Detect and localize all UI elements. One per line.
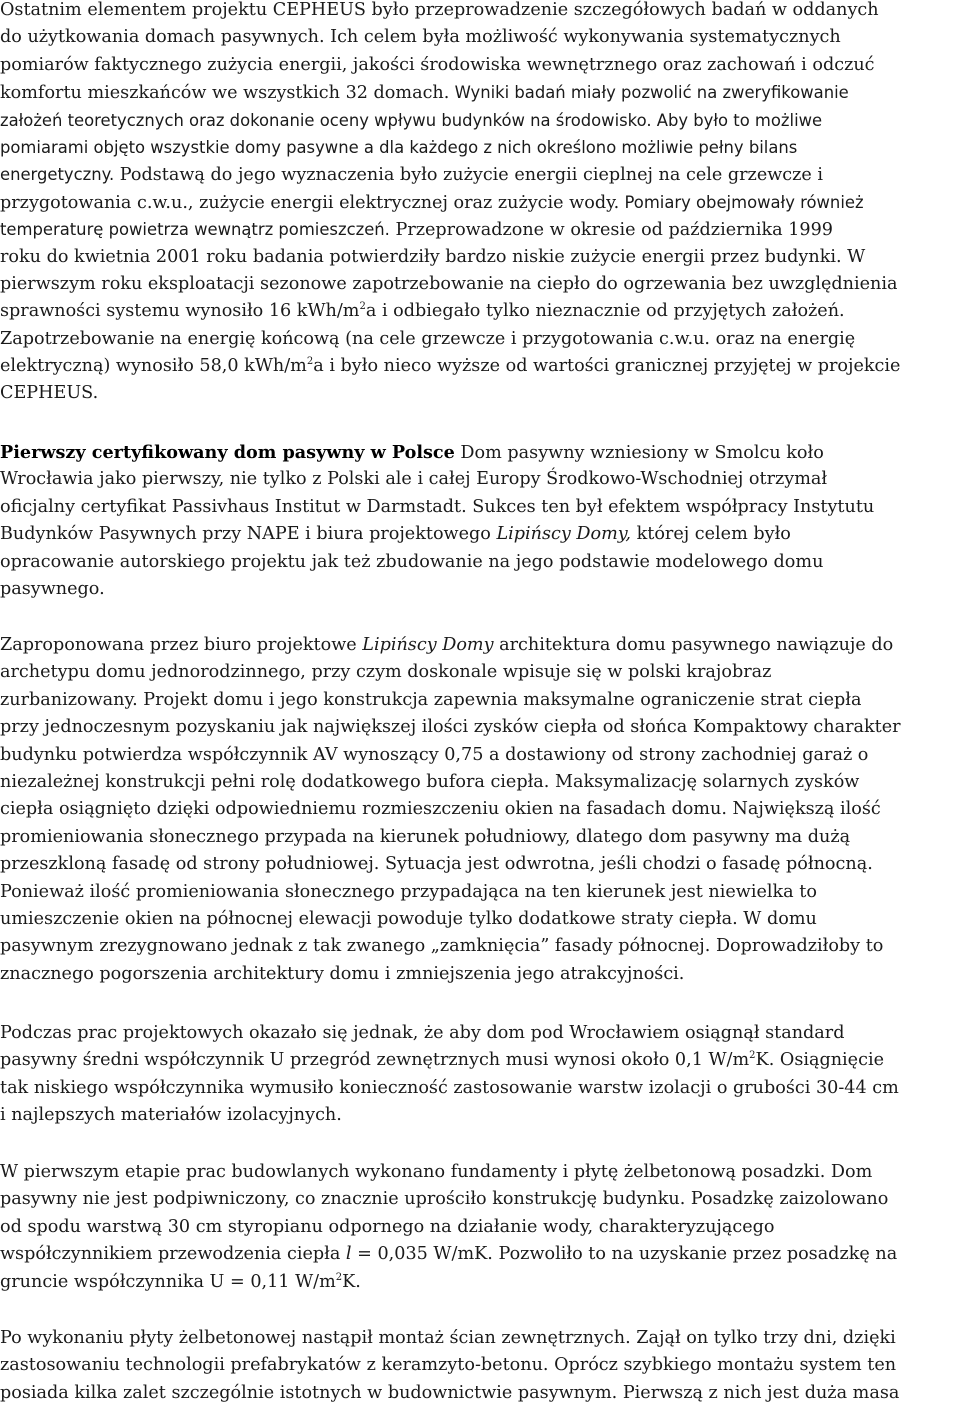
- text-line: W pierwszym etapie prac budowlanych wykonano fundamenty i płytę żelbetonową posadzki. Dom: [0, 1162, 873, 1182]
- text-line: znacznego pogorszenia architektury domu i zmniejszenia jego atrakcyjności.: [0, 963, 685, 984]
- text-line: budynku potwierdza współczynnik AV wynoszący 0,75 a dostawiony od strony zachodniej garaż o: [0, 744, 869, 765]
- paragraph-walls: [0, 1325, 956, 1406]
- text-line: pasywnego.: [0, 578, 105, 599]
- text-line: opracowanie autorskiego projektu jak też zbudowanie na jego podstawie modelowego domu: [0, 551, 824, 572]
- text-line: i najlepszych materiałów izolacyjnych.: [0, 1105, 342, 1126]
- text-line: przy jednoczesnym pozyskaniu jak największej ilości zysków ciepła od słońca Kompaktowy charakter: [0, 717, 901, 738]
- text-line: energetyczny. Podstawą do jego wyznaczenia było zużycie energii cieplnej na cele grzewcze i: [0, 165, 824, 186]
- text-line: oficjalny certyfikat Passivhaus Institut w Darmstadt. Sukces ten był efektem współpracy Instytutu: [0, 496, 875, 517]
- text-line: pasywny średni współczynnik U przegród zewnętrznych musi wynosi około 0,1 $W/m^2K$. Osiągnięcie: [0, 1050, 884, 1071]
- text-line: posiada kilka zalet szczególnie istotnych w budownictwie pasywnym. Pierwszą z nich jest duża masa: [0, 1382, 900, 1403]
- text-line: CEPHEUS.: [0, 383, 99, 404]
- text-line: temperaturę powietrza wewnątrz pomieszczeń. Przeprowadzone w okresie od października 1999: [0, 220, 833, 241]
- text-line: tak niskiego współczynnika wymusiło konieczność zastosowanie warstw izolacji o grubości 30-44 cm: [0, 1077, 899, 1098]
- text-line: pomiarów faktycznego zużycia energii, jakości środowiska wewnętrznego oraz zachowań i odczuć: [0, 54, 875, 75]
- text-line: roku do kwietnia 2001 roku badania potwierdziły bardzo niskie zużycie energii przez budynki. W: [0, 246, 866, 267]
- text-line: przygotowania c.w.u., zużycie energii elektrycznej oraz zużycie wody. Pomiary obejmowały również: [0, 192, 864, 213]
- text-line: pomiarami objęto wszystkie domy pasywne a dla każdego z nich określono możliwie pełny bilans: [0, 137, 798, 157]
- text-line: przeszkloną fasadę od strony południowej. Sytuacja jest odwrotna, jeśli chodzi o fasadę północną.: [0, 854, 873, 875]
- text-line: pasywny nie jest podpiwniczony, co znacznie uprościło konstrukcję budynku. Posadzkę zaizolowano: [0, 1189, 889, 1210]
- text-line: od spodu warstwą 30 cm styropianu odpornego na działanie wody, charakteryzującego: [0, 1216, 775, 1237]
- section-heading: Pierwszy certyfikowany dom pasywny w Polsce: [0, 442, 455, 463]
- text-line: Pierwszy certyfikowany dom pasywny w Polsce Dom pasywny wzniesiony w Smolcu koło: [0, 442, 824, 463]
- paragraph-insulation: [0, 1020, 956, 1130]
- text-line: Zapotrzebowanie na energię końcową (na cele grzewcze i przygotowania c.w.u. oraz na energię: [0, 328, 856, 349]
- text-line: gruncie współczynnika U = 0,11 $W/m^2K$.: [0, 1271, 361, 1292]
- text-line: pasywnym zrezygnowano jednak z tak zwanego „zamknięcia” fasady północnej. Doprowadziłoby to: [0, 936, 884, 957]
- paragraph-foundations: [0, 1159, 956, 1296]
- text-line: współczynnikiem przewodzenia ciepła l = 0,035 W/mK. Pozwoliło to na uzyskanie przez posadzkę na: [0, 1244, 898, 1265]
- text-line: komfortu mieszkańców we wszystkich 32 domach. Wyniki badań miały pozwolić na zweryfikowanie: [0, 83, 849, 104]
- text-line: Podczas prac projektowych okazało się jednak, że aby dom pod Wrocławiem osiągnął standard: [0, 1023, 845, 1043]
- text-line: do użytkowania domach pasywnych. Ich celem była możliwość wykonywania systematycznych: [0, 27, 841, 48]
- text-line: pierwszym roku eksploatacji sezonowe zapotrzebowanie na ciepło do ogrzewania bez uwzględnienia: [0, 273, 898, 294]
- text-line: Ponieważ ilość promieniowania słonecznego przypadająca na ten kierunek jest niewielka to: [0, 881, 817, 902]
- text-line: Ostatnim elementem projektu CEPHEUS było przeprowadzenie szczegółowych badań w oddanych: [0, 0, 879, 20]
- text-line: Zaproponowana przez biuro projektowe Lipińscy Domy architektura domu pasywnego nawiązuje do: [0, 635, 894, 655]
- text-line: niezależnej konstrukcji pełni rolę dodatkowego bufora ciepła. Maksymalizację solarnych zysków: [0, 771, 860, 792]
- superscript: 2: [335, 1271, 343, 1283]
- text-line: Budynków Pasywnych przy NAPE i biura projektowego Lipińscy Domy, której celem było: [0, 524, 791, 545]
- superscript: 2: [306, 356, 314, 368]
- text-line: umieszczenie okien na północnej elewacji powoduje tylko dodatkowe straty ciepła. W domu: [0, 908, 817, 929]
- text-line: Wrocławia jako pierwszy, nie tylko z Polski ale i całej Europy Środkowo-Wschodniej otrzymał: [0, 469, 828, 490]
- text-line: promieniowania słonecznego przypada na kierunek południowy, dlatego dom pasywny ma dużą: [0, 826, 851, 847]
- text-line: Po wykonaniu płyty żelbetonowej nastąpił montaż ścian zewnętrznych. Zajął on tylko trzy dni, dzięki: [0, 1328, 896, 1348]
- text-line: archetypu domu jednorodzinnego, przy czym doskonale wpisuje się w polski krajobraz: [0, 662, 772, 683]
- text-line: elektryczną) wynosiło 58,0 kWh/$m^2a$ i było nieco wyższe od wartości granicznej przyjętej w projekcie: [0, 356, 901, 377]
- text-line: ciepła osiągnięto dzięki odpowiedniemu rozmieszczeniu okien na fasadach domu. Największą ilość: [0, 799, 881, 820]
- text-line: zastosowaniu technologii prefabrykatów z keramzyto-betonu. Oprócz szybkiego montażu system ten: [0, 1355, 897, 1376]
- paragraph-cepheus-research: [0, 0, 956, 408]
- text-line: sprawności systemu wynosiło 16 kWh/$m^2a$ i odbiegało tylko nieznacznie od przyjętych założeń.: [0, 301, 845, 322]
- paragraph-architecture: [0, 632, 956, 988]
- paragraph-first-certified-house: [0, 439, 956, 603]
- superscript: 2: [749, 1050, 756, 1062]
- text-line: założeń teoretycznych oraz dokonanie oceny wpływu budynków na środowisko. Aby było to możliwe: [0, 110, 823, 130]
- superscript: 2: [359, 301, 366, 313]
- text-line: zurbanizowany. Projekt domu i jego konstrukcja zapewnia maksymalne ograniczenie strat ciepła: [0, 689, 862, 710]
